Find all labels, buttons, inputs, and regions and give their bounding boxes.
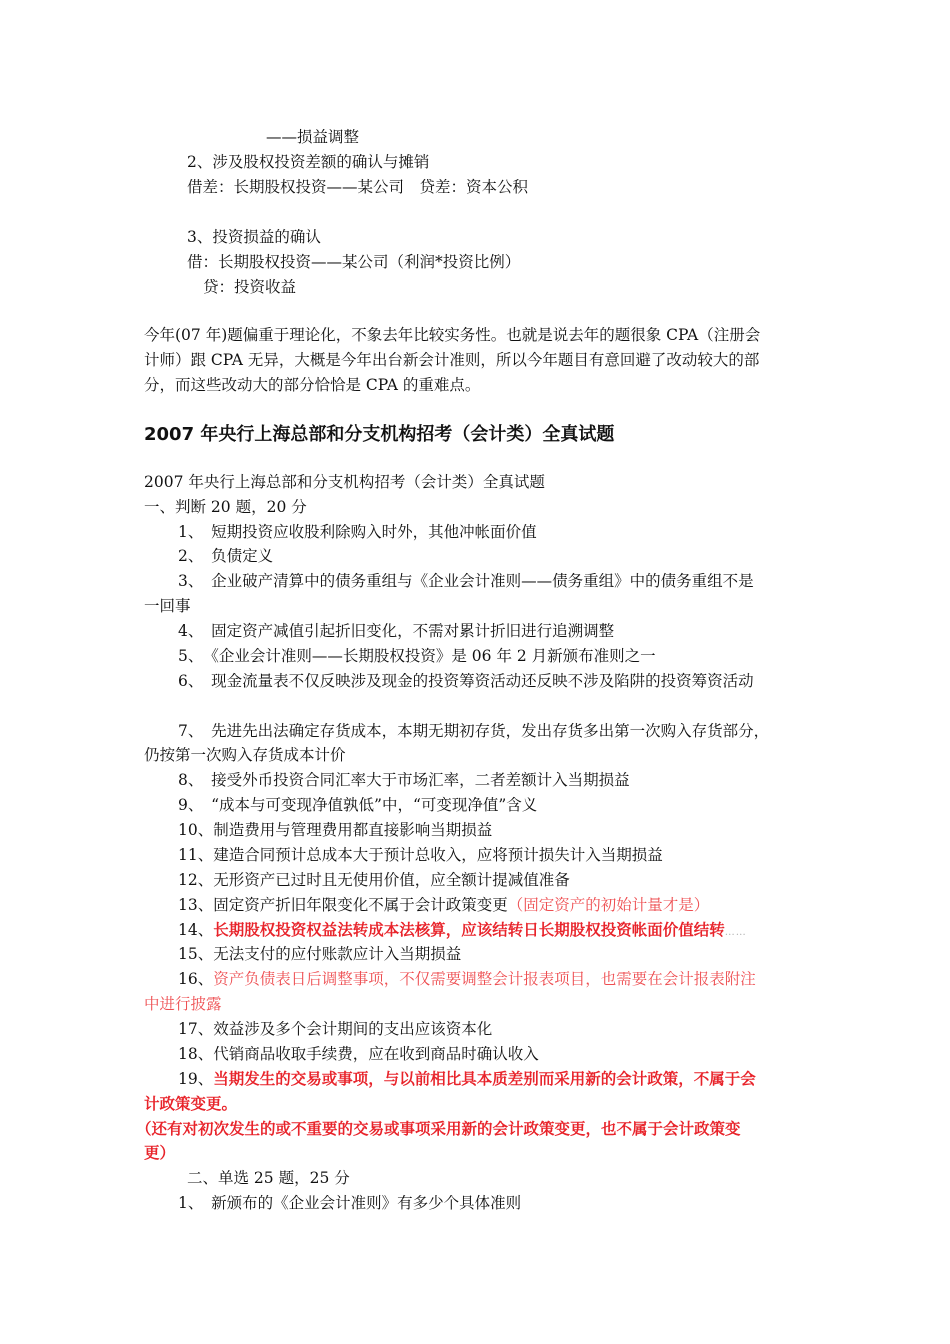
question-item: 15、无法支付的应付账款应计入当期损益 bbox=[178, 945, 462, 963]
question-item bbox=[178, 1069, 756, 1089]
question-item: 6、 现金流量表不仅反映涉及现金的投资筹资活动还反映不涉及陷阱的投资筹资活动 bbox=[178, 672, 754, 690]
question-item: 9、 “成本与可变现净值孰低”中，“可变现净值”含义 bbox=[178, 796, 538, 814]
paragraph-line: 今年(07 年)题偏重于理论化，不象去年比较实务性。也就是说去年的题很象 CPA（注册会 bbox=[144, 326, 761, 344]
question-number: 16、 bbox=[178, 970, 214, 988]
question-item: 11、建造合同预计总成本大于预计总收入，应将预计损失计入当期损益 bbox=[178, 846, 663, 864]
section-title: 一、判断 20 题，20 分 bbox=[144, 498, 307, 516]
question-item-continued: 仍按第一次购入存货成本计价 bbox=[144, 746, 346, 764]
question-text: 13、固定资产折旧年限变化不属于会计政策变更 bbox=[178, 896, 508, 914]
paragraph-line: 分，而这些改动大的部分恰恰是 CPA 的重难点。 bbox=[144, 376, 481, 394]
highlighted-question-text: 长期股权投资权益法转成本法核算，应该结转日长期股权投资帐面价值结转 bbox=[213, 920, 725, 939]
text-line: 借差：长期股权投资——某公司 贷差：资本公积 bbox=[187, 178, 529, 196]
question-item: 1、 新颁布的《企业会计准则》有多少个具体准则 bbox=[178, 1194, 522, 1212]
question-item: 12、无形资产已过时且无使用价值，应全额计提减值准备 bbox=[178, 871, 570, 889]
question-number: 19、 bbox=[178, 1070, 214, 1088]
question-item: 17、效益涉及多个会计期间的支出应该资本化 bbox=[178, 1020, 493, 1038]
question-item: 5、 《企业会计准则——长期股权投资》是 06 年 2 月新颁布准则之一 bbox=[178, 647, 656, 665]
question-item bbox=[178, 895, 709, 915]
question-item-continued: 一回事 bbox=[144, 597, 191, 615]
question-item bbox=[178, 969, 756, 989]
ellipsis: …… bbox=[724, 927, 747, 938]
question-item-continued: 中进行披露 bbox=[144, 995, 222, 1013]
question-item-continued: 计政策变更。 bbox=[144, 1094, 238, 1113]
text-line: 3、投资损益的确认 bbox=[187, 228, 321, 246]
question-item: 10、制造费用与管理费用都直接影响当期损益 bbox=[178, 821, 493, 839]
question-item: 8、 接受外币投资合同汇率大于市场汇率，二者差额计入当期损益 bbox=[178, 771, 630, 789]
question-item: 18、代销商品收取手续费，应在收到商品时确认收入 bbox=[178, 1045, 539, 1063]
question-item: 1、 短期投资应收股利除购入时外，其他冲帐面价值 bbox=[178, 523, 537, 541]
question-item: 4、 固定资产减值引起折旧变化，不需对累计折旧进行追溯调整 bbox=[178, 622, 615, 640]
highlighted-question-text: 当期发生的交易或事项，与以前相比具本质差别而采用新的会计政策，不属于会 bbox=[213, 1069, 756, 1088]
question-item: 2、 负债定义 bbox=[178, 547, 274, 565]
question-item: 7、 先进先出法确定存货成本，本期无期初存货，发出存货多出第一次购入存货部分， bbox=[178, 722, 770, 740]
text-line: ——损益调整 bbox=[266, 128, 360, 146]
answer-note-continued: 更） bbox=[144, 1143, 176, 1162]
question-item bbox=[178, 920, 747, 943]
answer-note: （还有对初次发生的或不重要的交易或事项采用新的会计政策变更，也不属于会计政策变 bbox=[136, 1119, 741, 1138]
highlighted-question-text: 资产负债表日后调整事项，不仅需要调整会计报表项目，也需要在会计报表附注 bbox=[213, 970, 756, 988]
text-line: 贷：投资收益 bbox=[203, 278, 297, 296]
paragraph-line: 计师）跟 CPA 无异，大概是今年出台新会计准则，所以今年题目有意回避了改动较大的部 bbox=[144, 351, 760, 369]
subtitle: 2007 年央行上海总部和分支机构招考（会计类）全真试题 bbox=[144, 473, 545, 491]
question-item: 3、 企业破产清算中的债务重组与《企业会计准则——债务重组》中的债务重组不是 bbox=[178, 572, 754, 590]
text-line: 2、涉及股权投资差额的确认与摊销 bbox=[187, 153, 430, 171]
section-title: 二、单选 25 题，25 分 bbox=[187, 1169, 350, 1187]
question-number: 14、 bbox=[178, 921, 214, 939]
text-line: 借：长期股权投资——某公司（利润*投资比例） bbox=[187, 253, 521, 271]
answer-note: （固定资产的初始计量才是） bbox=[507, 896, 710, 914]
section-heading: 2007 年央行上海总部和分支机构招考（会计类）全真试题 bbox=[144, 424, 615, 445]
